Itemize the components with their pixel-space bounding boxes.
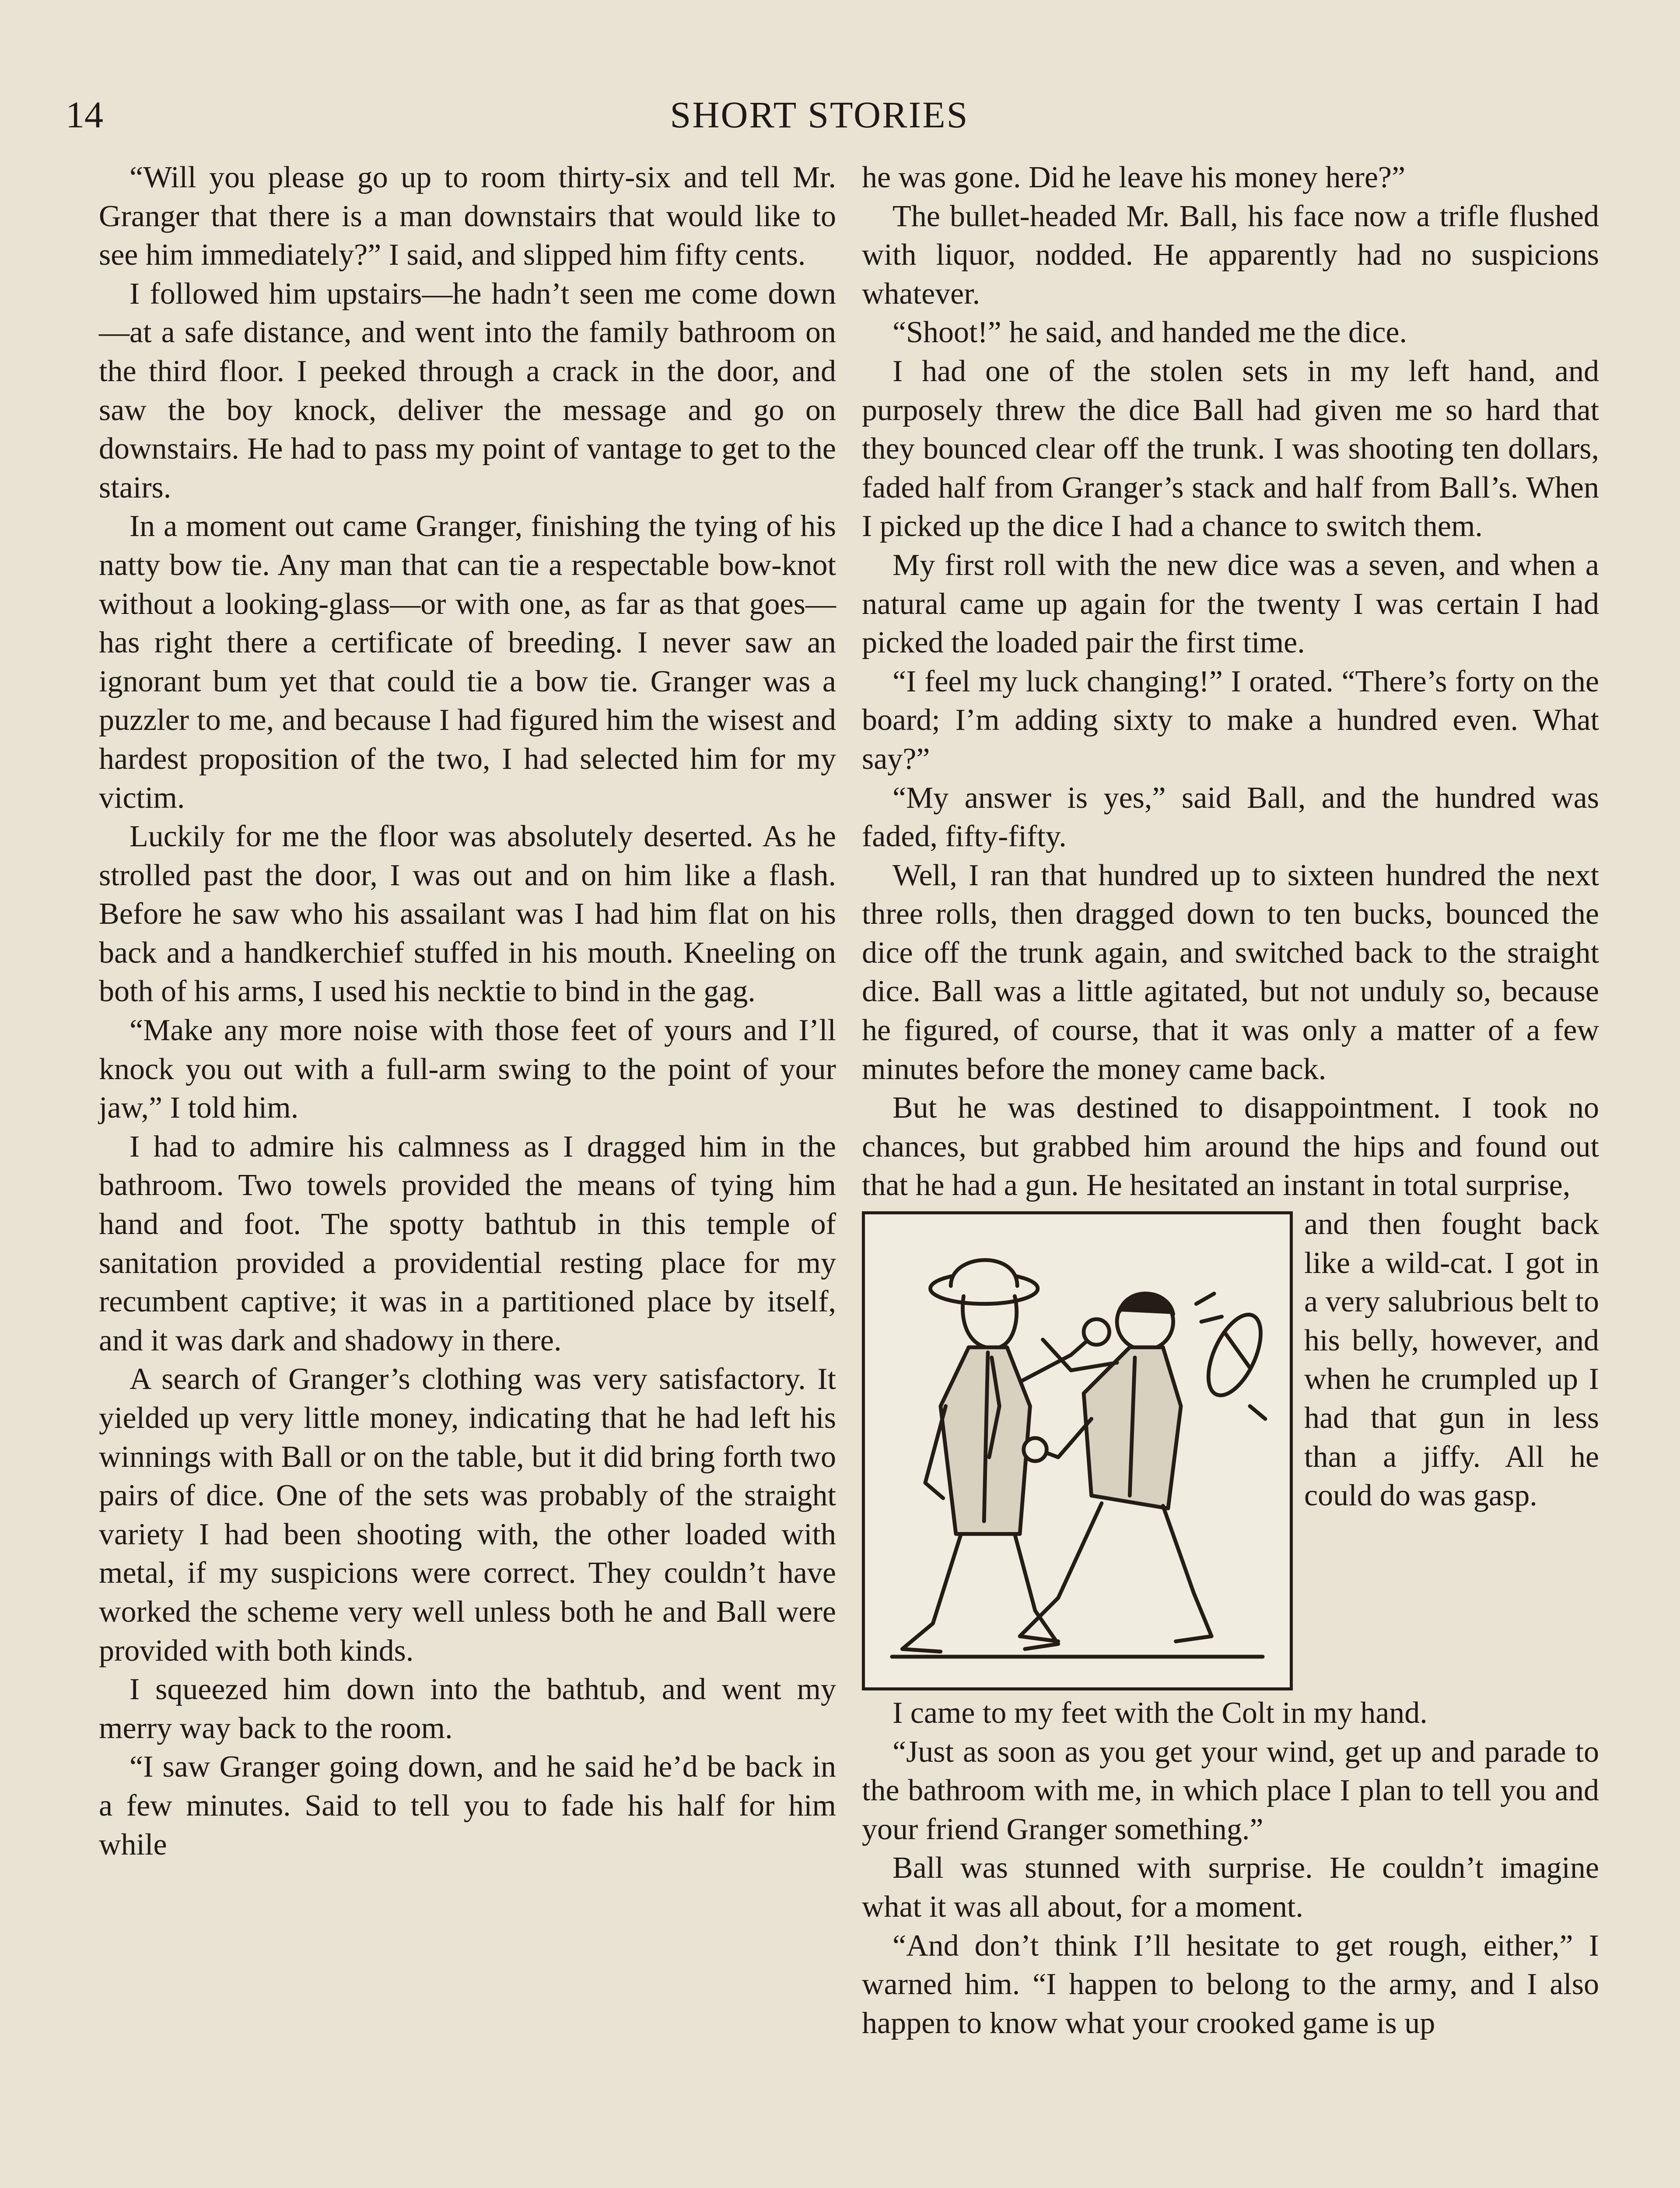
page-number: 14 <box>66 94 103 136</box>
paragraph: I followed him upstairs—he hadn’t seen me come down—at a safe distance, and went into the family bathroom on the third floor. I peeked through a crack in the door, and saw the boy knock, deliver the message and go on downstairs. He had to pass my point of vantage to get to the stairs. <box>99 277 836 505</box>
paragraph: I had one of the stolen sets in my left hand, and purposely threw the dice Ball had given me so hard that they bounced clear off the trunk. I was shooting ten dollars, faded half from Granger’s stack and half from Ball’s. When I picked up the dice I had a chance to switch them. <box>862 354 1599 543</box>
running-head <box>66 93 1573 145</box>
paragraph: “And don’t think I’ll hesitate to get rough, either,” I warned him. “I happen to belong to the army, and I also happen to know what your crooked game is up <box>862 1929 1599 2040</box>
right-column <box>862 158 1599 2043</box>
paragraph: “I feel my luck changing!” I orated. “There’s forty on the board; I’m adding sixty to make a hundred even. What say?” <box>862 664 1599 776</box>
paragraph: and then fought back like a wild-cat. I got in a very salubrious belt to his belly, however, and when he crumpled up I had that gun in less than a jiffy. All he could do was gasp. <box>1304 1207 1599 1513</box>
paragraph: he was gone. Did he leave his money here?” <box>862 161 1406 194</box>
fight-scene-drawing <box>865 1214 1290 1687</box>
paragraph: “Shoot!” he said, and handed me the dice. <box>892 316 1407 350</box>
magazine-title: SHORT STORIES <box>670 94 969 136</box>
paragraph: “Make any more noise with those feet of yours and I’ll knock you out with a full-arm swing to the point of your jaw,” I told him. <box>99 1013 836 1125</box>
fight-illustration <box>862 1211 1293 1690</box>
paragraph: But he was destined to disappointment. I took no chances, but grabbed him around the hips and found out that he had a gun. He hesitated an instant in total surprise, <box>862 1091 1599 1203</box>
paragraph: I had to admire his calmness as I dragged him in the bathroom. Two towels provided the means of tying him hand and foot. The spotty bathtub in this temple of sanitation provided a providential resting place for my recumbent captive; it was in a partitioned place by itself, and it was dark and shadowy in there. <box>99 1129 836 1357</box>
paragraph: In a moment out came Granger, finishing the tying of his natty bow tie. Any man that can tie a respectable bow-knot without a looking-glass—or with one, as far as that goes—has right there a certificate of breeding. I never saw an ignorant bum yet that could tie a bow tie. Granger was a puzzler to me, and because I had figured him the wisest and hardest proposition of the two, I had selected him for my victim. <box>99 509 836 815</box>
paragraph: A search of Granger’s clothing was very satisfactory. It yielded up very little money, indicating that he had left his winnings with Ball or on the table, but it did bring forth two pairs of dice. One of the sets was probably of the straight variety I had been shooting with, the other loaded with metal, if my suspicions were correct. They couldn’t have worked the scheme very well unless both he and Ball were provided with both kinds. <box>99 1362 836 1668</box>
left-column <box>99 158 836 1864</box>
paragraph: Ball was stunned with surprise. He couldn’t imagine what it was all about, for a moment. <box>862 1851 1599 1924</box>
paragraph: “I saw Granger going down, and he said he’d be back in a few minutes. Said to tell you to fade his half for him while <box>99 1750 836 1862</box>
paragraph: “Will you please go up to room thirty-six and tell Mr. Granger that there is a man downstairs that would like to see him immediately?” I said, and slipped him fifty cents. <box>99 161 836 272</box>
paragraph: “Just as soon as you get your wind, get up and parade to the bathroom with me, in which place I plan to tell you and your friend Granger something.” <box>862 1735 1599 1846</box>
paragraph: “My answer is yes,” said Ball, and the hundred was faded, fifty-fifty. <box>862 781 1599 854</box>
paragraph: The bullet-headed Mr. Ball, his face now a trifle flushed with liquor, nodded. He apparently had no suspicions whatever. <box>862 199 1599 311</box>
paragraph: Well, I ran that hundred up to sixteen hundred the next three rolls, then dragged down to ten bucks, bounced the dice off the trunk again, and switched back to the straight dice. Ball was a little agitated, but not unduly so, because he figured, of course, that it was only a matter of a few minutes before the money came back. <box>862 858 1599 1086</box>
paragraph: I squeezed him down into the bathtub, and went my merry way back to the room. <box>99 1673 836 1745</box>
paragraph: Luckily for me the floor was absolutely deserted. As he strolled past the door, I was out and on him like a flash. Before he saw who his assailant was I had him flat on his back and a handkerchief stuffed in his mouth. Kneeling on both of his arms, I used his necktie to bind in the gag. <box>99 820 836 1009</box>
paragraph: I came to my feet with the Colt in my hand. <box>892 1696 1428 1730</box>
paragraph: My first roll with the new dice was a seven, and when a natural came up again for the twenty I was certain I had picked the loaded pair the first time. <box>862 548 1599 660</box>
